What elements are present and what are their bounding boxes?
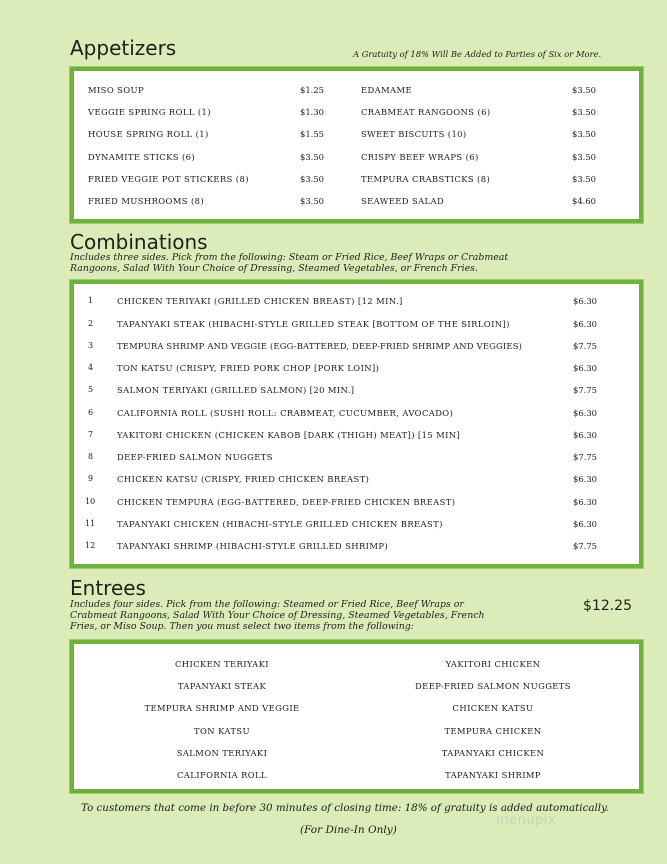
combo-number: 2: [88, 319, 94, 328]
entree-choice: TEMPURA SHRIMP AND VEGGIE: [144, 703, 300, 713]
combo-number: 12: [85, 541, 96, 550]
entrees-description-line3: Fries, or Miso Soup. Then you must select two items from the following:: [70, 621, 414, 632]
entrees-description-line2: Crabmeat Rangoons, Salad With Your Choice of Dressing, Steamed Vegetables, French: [70, 610, 485, 621]
entree-choice: DEEP-FRIED SALMON NUGGETS: [415, 681, 571, 691]
combo-item: CALIFORNIA ROLL (SUSHI ROLL: CRABMEAT, CUCUMBER, AVOCADO): [117, 408, 454, 418]
appetizer-item: SWEET BISCUITS (10): [361, 129, 467, 139]
appetizer-price: $4.60: [572, 196, 596, 206]
combinations-description-line1: Includes three sides. Pick from the following: Steam or Fried Rice, Beef Wraps or Crabmeat: [70, 252, 509, 263]
combo-number: 3: [88, 341, 94, 350]
appetizer-price: $3.50: [300, 196, 324, 206]
combo-price: $6.30: [573, 319, 597, 329]
appetizer-price: $1.25: [300, 85, 324, 95]
appetizer-item: DYNAMITE STICKS (6): [88, 152, 196, 162]
combo-item: TEMPURA SHRIMP AND VEGGIE (EGG-BATTERED, DEEP-FRIED SHRIMP AND VEGGIES): [117, 341, 523, 351]
combo-item: TAPANYAKI SHRIMP (HIBACHI-STYLE GRILLED SHRIMP): [117, 541, 389, 551]
appetizer-price: $3.50: [572, 152, 596, 162]
combo-price: $6.30: [573, 408, 597, 418]
appetizer-item: VEGGIE SPRING ROLL (1): [88, 107, 211, 117]
combo-price: $6.30: [573, 519, 597, 529]
combo-number: 6: [88, 408, 94, 417]
appetizer-item: CRISPY BEEF WRAPS (6): [361, 152, 479, 162]
combo-number: 4: [88, 363, 94, 372]
entrees-price: $12.25: [583, 598, 632, 614]
appetizer-price: $3.50: [572, 129, 596, 139]
combo-number: 1: [88, 296, 94, 305]
entrees-box: [70, 640, 643, 793]
appetizer-item: EDAMAME: [361, 85, 412, 95]
footer-gratuity-note: To customers that come in before 30 minutes of closing time: 18% of gratuity is added automatically.: [81, 802, 609, 814]
combinations-box: [70, 280, 643, 568]
combo-price: $6.30: [573, 474, 597, 484]
combo-item: TAPANYAKI STEAK (HIBACHI-STYLE GRILLED STEAK [BOTTOM OF THE SIRLOIN]): [117, 319, 510, 329]
appetizer-item: CRABMEAT RANGOONS (6): [361, 107, 491, 117]
combo-price: $7.75: [573, 452, 597, 462]
combo-item: YAKITORI CHICKEN (CHICKEN KABOB [DARK (THIGH) MEAT]) [15 MIN]: [117, 430, 461, 440]
appetizer-item: HOUSE SPRING ROLL (1): [88, 129, 209, 139]
appetizer-item: FRIED MUSHROOMS (8): [88, 196, 205, 206]
entrees-title: Entrees: [70, 576, 146, 600]
appetizer-price: $1.55: [300, 129, 324, 139]
combinations-description-line2: Rangoons, Salad With Your Choice of Dressing, Steamed Vegetables, or French Fries.: [70, 263, 478, 274]
combo-item: CHICKEN TERIYAKI (GRILLED CHICKEN BREAST) [12 MIN.]: [117, 296, 403, 306]
appetizer-item: TEMPURA CRABSTICKS (8): [361, 174, 491, 184]
combo-price: $7.75: [573, 541, 597, 551]
entree-choice: YAKITORI CHICKEN: [445, 659, 541, 669]
appetizers-box: [70, 67, 643, 223]
combo-number: 7: [88, 430, 94, 439]
entree-choice: CALIFORNIA ROLL: [177, 770, 267, 780]
combo-number: 5: [88, 385, 94, 394]
appetizer-price: $3.50: [572, 107, 596, 117]
entree-choice: TAPANYAKI STEAK: [177, 681, 267, 691]
combo-price: $6.30: [573, 363, 597, 373]
combo-item: CHICKEN TEMPURA (EGG-BATTERED, DEEP-FRIED CHICKEN BREAST): [117, 497, 456, 507]
appetizer-price: $3.50: [572, 174, 596, 184]
footer-dine-in-note: (For Dine-In Only): [300, 824, 397, 836]
combo-item: SALMON TERIYAKI (GRILLED SALMON) [20 MIN.]: [117, 385, 355, 395]
entree-choice: TAPANYAKI CHICKEN: [441, 748, 545, 758]
appetizer-item: MISO SOUP: [88, 85, 145, 95]
appetizer-price: $3.50: [572, 85, 596, 95]
entree-choice: SALMON TERIYAKI: [176, 748, 268, 758]
entree-choice: CHICKEN TERIYAKI: [175, 659, 269, 669]
combo-price: $6.30: [573, 430, 597, 440]
combo-item: TAPANYAKI CHICKEN (HIBACHI-STYLE GRILLED CHICKEN BREAST): [117, 519, 443, 529]
entree-choice: TEMPURA CHICKEN: [444, 726, 542, 736]
appetizer-item: FRIED VEGGIE POT STICKERS (8): [88, 174, 249, 184]
combo-number: 10: [85, 497, 96, 506]
entree-choice: CHICKEN KATSU: [452, 703, 534, 713]
combo-item: DEEP-FRIED SALMON NUGGETS: [117, 452, 273, 462]
combo-price: $7.75: [573, 341, 597, 351]
combo-number: 9: [88, 474, 94, 483]
gratuity-note: A Gratuity of 18% Will Be Added to Parties of Six or More.: [353, 49, 602, 59]
appetizer-item: SEAWEED SALAD: [361, 196, 445, 206]
watermark-logo: menupix: [496, 813, 557, 828]
combo-price: $6.30: [573, 296, 597, 306]
combo-item: TON KATSU (CRISPY, FRIED PORK CHOP [PORK LOIN]): [117, 363, 380, 373]
appetizers-title: Appetizers: [70, 36, 177, 60]
entrees-description-line1: Includes four sides. Pick from the following: Steamed or Fried Rice, Beef Wraps or: [70, 599, 464, 610]
combo-price: $7.75: [573, 385, 597, 395]
combo-price: $6.30: [573, 497, 597, 507]
entree-choice: TON KATSU: [194, 726, 250, 736]
appetizer-price: $3.50: [300, 174, 324, 184]
combo-number: 11: [85, 519, 96, 528]
combo-number: 8: [88, 452, 94, 461]
appetizer-price: $3.50: [300, 152, 324, 162]
appetizer-price: $1.30: [300, 107, 324, 117]
entree-choice: TAPANYAKI SHRIMP: [445, 770, 541, 780]
combo-item: CHICKEN KATSU (CRISPY, FRIED CHICKEN BREAST): [117, 474, 370, 484]
combinations-title: Combinations: [70, 230, 208, 254]
